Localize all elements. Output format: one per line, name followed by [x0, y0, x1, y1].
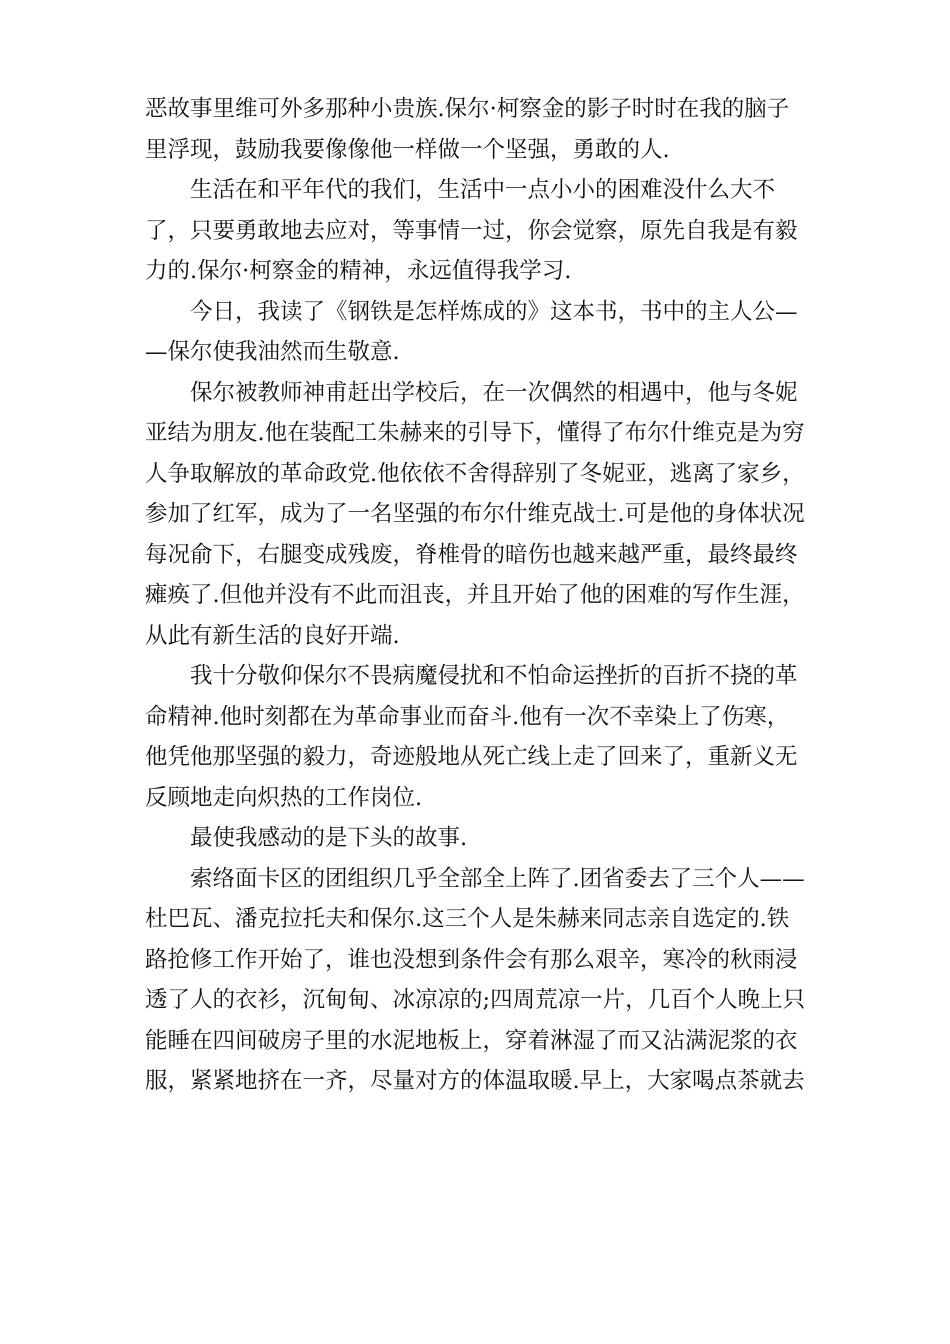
text-line: 了，只要勇敢地去应对，等事情一过，你会觉察，原先自我是有毅	[145, 217, 798, 244]
paragraph-first-line: 保尔被教师神甫赶出学校后，在一次偶然的相遇中，他与冬妮	[190, 379, 798, 406]
text-line: 亚结为朋友.他在装配工朱赫来的引导下，懂得了布尔什维克是为穷	[145, 420, 805, 446]
paragraph-first-line: 索络面卡区的团组织几乎全部全上阵了.团省委去了三个人——	[190, 865, 805, 892]
text-line: 能睡在四间破房子里的水泥地板上，穿着淋湿了而又沾满泥浆的衣	[145, 1027, 798, 1054]
text-line: 路抢修工作开始了，谁也没想到条件会有那么艰辛，寒冷的秋雨浸	[145, 946, 798, 973]
text-line: 每况俞下，右腿变成残废，脊椎骨的暗伤也越来越严重，最终最终	[145, 541, 798, 568]
text-line: —保尔使我油然而生敬意.	[145, 339, 400, 365]
paragraph-first-line: 我十分敬仰保尔不畏病魔侵扰和不怕命运挫折的百折不挠的革	[190, 663, 798, 689]
text-line: 参加了红军，成为了一名坚强的布尔什维克战士.可是他的身体状况	[145, 501, 805, 527]
text-line: 力的.保尔·柯察金的精神，永远值得我学习.	[145, 258, 572, 284]
text-line: 从此有新生活的良好开端.	[145, 622, 400, 649]
text-line: 恶故事里维可外多那种小贵族.保尔·柯察金的影子时时在我的脑子	[145, 96, 790, 122]
text-line: 反顾地走向炽热的工作岗位.	[145, 784, 423, 811]
text-line: 人争取解放的革命政党.他依依不舍得辞别了冬妮亚，逃离了家乡，	[145, 460, 805, 487]
text-line: 透了人的衣衫，沉甸甸、冰凉凉的;四周荒凉一片，几百个人晚上只	[145, 987, 806, 1013]
text-line: 瘫痪了.但他并没有不此而沮丧，并且开始了他的困难的写作生涯，	[145, 582, 805, 608]
text-line: 服，紧紧地挤在一齐，尽量对方的体温取暖.早上，大家喝点茶就去	[145, 1068, 805, 1094]
text-line: 他凭他那坚强的毅力，奇迹般地从死亡线上走了回来了，重新义无	[145, 744, 798, 770]
text-line: 命精神.他时刻都在为革命事业而奋斗.他有一次不幸染上了伤寒，	[145, 703, 790, 730]
paragraph-first-line: 最使我感动的是下头的故事.	[190, 825, 468, 851]
text-line: 杜巴瓦、潘克拉托夫和保尔.这三个人是朱赫来同志亲自选定的.铁	[145, 906, 790, 932]
text-line: 里浮现，鼓励我要像像他一样做一个坚强，勇敢的人.	[145, 136, 670, 163]
paragraph-first-line: 今日，我读了《钢铁是怎样炼成的》这本书，书中的主人公—	[190, 298, 798, 325]
body-text	[145, 89, 810, 1102]
paragraph-first-line: 生活在和平年代的我们，生活中一点小小的困难没什么大不	[190, 177, 776, 203]
